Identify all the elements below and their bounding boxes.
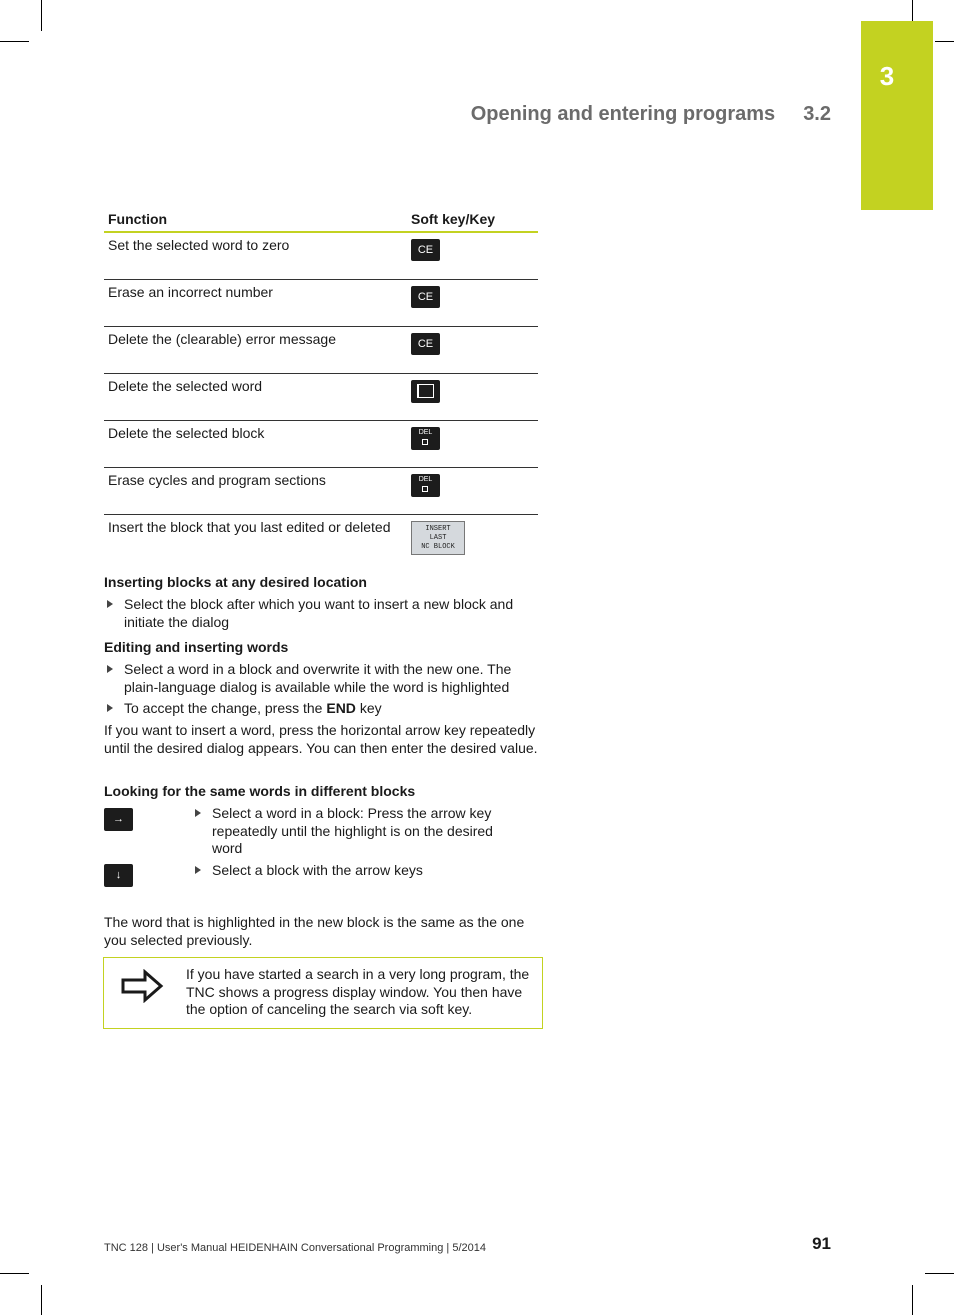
list-item: Select the block after which you want to insert a new block and initiate the dialog — [104, 596, 540, 631]
key-cell — [407, 279, 538, 326]
table-header-row — [104, 210, 538, 232]
table-row — [104, 467, 538, 514]
ce-key-icon: CE — [411, 286, 440, 308]
heading-looking: Looking for the same words in different blocks — [104, 783, 416, 799]
footer-text: TNC 128 | User's Manual HEIDENHAIN Conversational Programming | 5/2014 — [104, 1242, 486, 1254]
bullet-triangle-icon — [195, 866, 201, 874]
end-key-label: END — [326, 700, 356, 716]
list-item: To accept the change, press the END key — [104, 700, 540, 718]
crop-mark — [41, 0, 42, 31]
function-cell: Delete the (clearable) error message — [104, 326, 407, 373]
page-number: 91 — [812, 1234, 831, 1253]
header-title: Opening and entering programs — [470, 103, 776, 125]
table-row — [104, 232, 538, 279]
arrow-down-key-icon: ↓ — [104, 864, 133, 887]
key-cell — [407, 514, 538, 562]
del-key-icon: DEL — [411, 427, 440, 450]
function-cell: Delete the selected block — [104, 420, 407, 467]
paragraph: If you want to insert a word, press the horizontal arrow key repeatedly until the desired dialog appears. You can then enter the desired value. — [104, 722, 538, 756]
crop-mark — [912, 1285, 913, 1315]
function-cell: Erase cycles and program sections — [104, 467, 407, 514]
chapter-number: 3 — [879, 61, 895, 91]
chapter-tab — [861, 21, 933, 210]
function-cell: Erase an incorrect number — [104, 279, 407, 326]
table-row — [104, 514, 538, 562]
key-cell — [407, 467, 538, 514]
softkey-line: LAST — [429, 533, 447, 542]
key-cell — [407, 232, 538, 279]
table-row — [104, 373, 538, 420]
heading-editing: Editing and inserting words — [104, 639, 289, 655]
bullet-triangle-icon — [107, 704, 113, 712]
ce-key-icon: CE — [411, 239, 440, 261]
list-item: Select a block with the arrow keys — [192, 862, 522, 880]
list-item: Select a word in a block: Press the arrow key repeatedly until the highlight is on the desired word — [192, 805, 522, 858]
column-header-key: Soft key/Key — [407, 210, 538, 232]
note-text: If you have started a search in a very long program, the TNC shows a progress display window. You then have the option of canceling the search via soft key. — [186, 966, 530, 1017]
key-cell — [407, 326, 538, 373]
softkey-line: INSERT — [425, 524, 451, 533]
crop-mark — [41, 1285, 42, 1315]
table-row — [104, 420, 538, 467]
arrow-right-key-icon: → — [104, 808, 133, 831]
list-item: Select a word in a block and overwrite it with the new one. The plain-language dialog is available while the word is highlighted — [104, 661, 540, 696]
hint-arrow-icon — [120, 969, 164, 1003]
bullet-triangle-icon — [107, 665, 113, 673]
function-cell: Insert the block that you last edited or deleted — [108, 518, 391, 535]
crop-mark — [912, 0, 913, 21]
paragraph: The word that is highlighted in the new block is the same as the one you selected previously. — [104, 914, 525, 948]
note-box — [103, 957, 543, 1029]
no-ent-key-icon — [411, 380, 440, 403]
table-row — [104, 279, 538, 326]
crop-mark — [925, 1273, 954, 1274]
key-cell — [407, 420, 538, 467]
crop-mark — [0, 41, 29, 42]
function-cell: Delete the selected word — [104, 373, 407, 420]
crop-mark — [0, 1273, 29, 1274]
function-table — [104, 210, 538, 562]
heading-inserting: Inserting blocks at any desired location — [104, 574, 367, 590]
bullet-triangle-icon — [195, 809, 201, 817]
header-section: 3.2 — [803, 103, 831, 125]
crop-mark — [935, 41, 954, 42]
running-header — [300, 103, 831, 126]
key-cell — [407, 373, 538, 420]
ce-key-icon: CE — [411, 333, 440, 355]
softkey-line: NC BLOCK — [421, 542, 455, 551]
function-cell: Set the selected word to zero — [104, 232, 407, 279]
column-header-function: Function — [104, 210, 407, 232]
bullet-triangle-icon — [107, 600, 113, 608]
table-row — [104, 326, 538, 373]
insert-last-nc-block-softkey — [411, 521, 465, 555]
del-key-icon: DEL — [411, 474, 440, 497]
